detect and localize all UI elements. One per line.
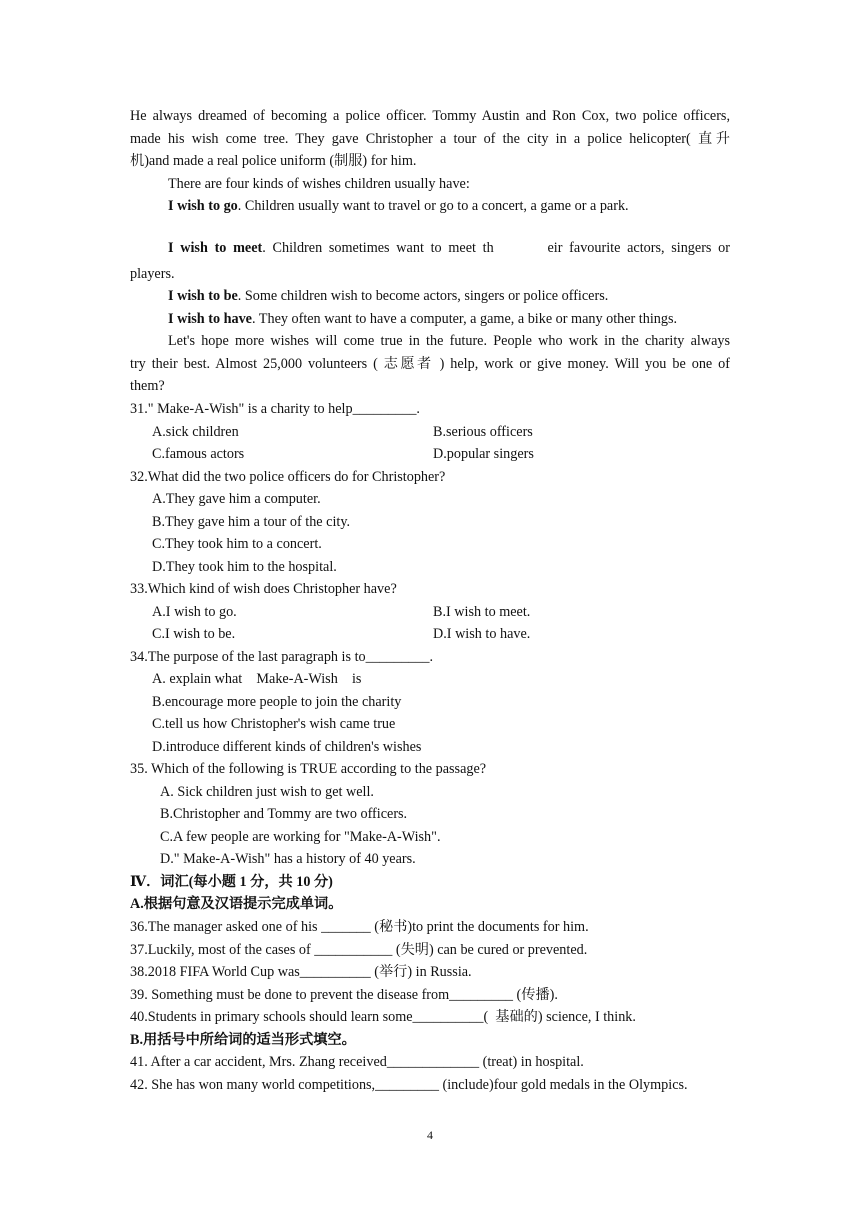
option: D." Make-A-Wish" has a history of 40 years.: [160, 851, 416, 867]
passage-line: made his wish come tree. They gave Christopher a tour of the city in a police helicopter( 直升: [130, 131, 730, 147]
part-heading: B.用括号中所给词的适当形式填空。: [130, 1032, 356, 1048]
wish-type-text: . Children sometimes want to meet th eir favourite actors, singers or: [262, 240, 730, 256]
option: D.I wish to have.: [433, 626, 531, 642]
passage-line: try their best. Almost 25,000 volunteers ( 志愿者 ) help, work or give money. Will you be one of: [130, 356, 730, 372]
question-38: 38.2018 FIFA World Cup was__________ (举行) in Russia.: [130, 964, 472, 980]
question-33: 33.Which kind of wish does Christopher have?: [130, 581, 397, 597]
part-heading: A.根据句意及汉语提示完成单词。: [130, 896, 343, 912]
question-36: 36.The manager asked one of his _______ (秘书)to print the documents for him.: [130, 919, 589, 935]
section-heading: Ⅳ．词汇(每小题 1 分，共 10 分): [130, 874, 333, 890]
passage-line: There are four kinds of wishes children usually have:: [168, 176, 470, 192]
question-42: 42. She has won many world competitions,_________ (include)four gold medals in the Olympics.: [130, 1077, 688, 1093]
question-40: 40.Students in primary schools should learn some__________( 基础的) science, I think.: [130, 1009, 636, 1025]
question-37: 37.Luckily, most of the cases of ___________ (失明) can be cured or prevented.: [130, 942, 588, 958]
wish-type-be: [168, 286, 608, 306]
option: A. Sick children just wish to get well.: [160, 784, 374, 800]
passage-line: 机)and made a real police uniform (制服) for him.: [130, 153, 417, 169]
wish-type-text: . Some children wish to become actors, singers or police officers.: [237, 288, 609, 304]
question-41: 41. After a car accident, Mrs. Zhang received_____________ (treat) in hospital.: [130, 1054, 584, 1070]
wish-type-text: . Children usually want to travel or go to a concert, a game or a park.: [237, 198, 629, 214]
question-34: 34.The purpose of the last paragraph is to_________.: [130, 649, 433, 665]
option: B.They gave him a tour of the city.: [152, 514, 351, 530]
option: A. explain what Make-A-Wish is: [152, 671, 362, 687]
wish-type-meet: [168, 238, 730, 258]
option: C.famous actors: [152, 446, 245, 462]
option: C.I wish to be.: [152, 626, 236, 642]
wish-type-label: I wish to be: [168, 288, 238, 304]
passage-line: He always dreamed of becoming a police officer. Tommy Austin and Ron Cox, two police officers,: [130, 108, 730, 124]
option: A.They gave him a computer.: [152, 491, 321, 507]
option: C.They took him to a concert.: [152, 536, 322, 552]
passage-line: Let's hope more wishes will come true in the future. People who work in the charity always: [168, 333, 730, 349]
question-39: 39. Something must be done to prevent the disease from_________ (传播).: [130, 987, 558, 1003]
wish-type-label: I wish to have: [168, 311, 252, 327]
option: B.I wish to meet.: [433, 604, 531, 620]
option: D.popular singers: [433, 446, 534, 462]
passage-line: players.: [130, 266, 175, 282]
passage-line: them?: [130, 378, 165, 394]
option: B.Christopher and Tommy are two officers.: [160, 806, 408, 822]
wish-type-label: I wish to go: [168, 198, 238, 214]
option: A.I wish to go.: [152, 604, 237, 620]
option: D.They took him to the hospital.: [152, 559, 337, 575]
wish-type-have: [168, 309, 677, 329]
question-35: 35. Which of the following is TRUE according to the passage?: [130, 761, 487, 777]
wish-type-label: I wish to meet: [168, 240, 263, 256]
option: A.sick children: [152, 424, 239, 440]
wish-type-go: [168, 196, 629, 216]
wish-type-text: . They often want to have a computer, a game, a bike or many other things.: [251, 311, 678, 327]
question-32: 32.What did the two police officers do for Christopher?: [130, 469, 446, 485]
page-number: 4: [427, 1128, 433, 1142]
option: C.tell us how Christopher's wish came true: [152, 716, 396, 732]
option: B.serious officers: [433, 424, 533, 440]
option: D.introduce different kinds of children's wishes: [152, 739, 422, 755]
option: C.A few people are working for "Make-A-Wish".: [160, 829, 441, 845]
option: B.encourage more people to join the charity: [152, 694, 402, 710]
question-31: 31." Make-A-Wish" is a charity to help_________.: [130, 401, 420, 417]
